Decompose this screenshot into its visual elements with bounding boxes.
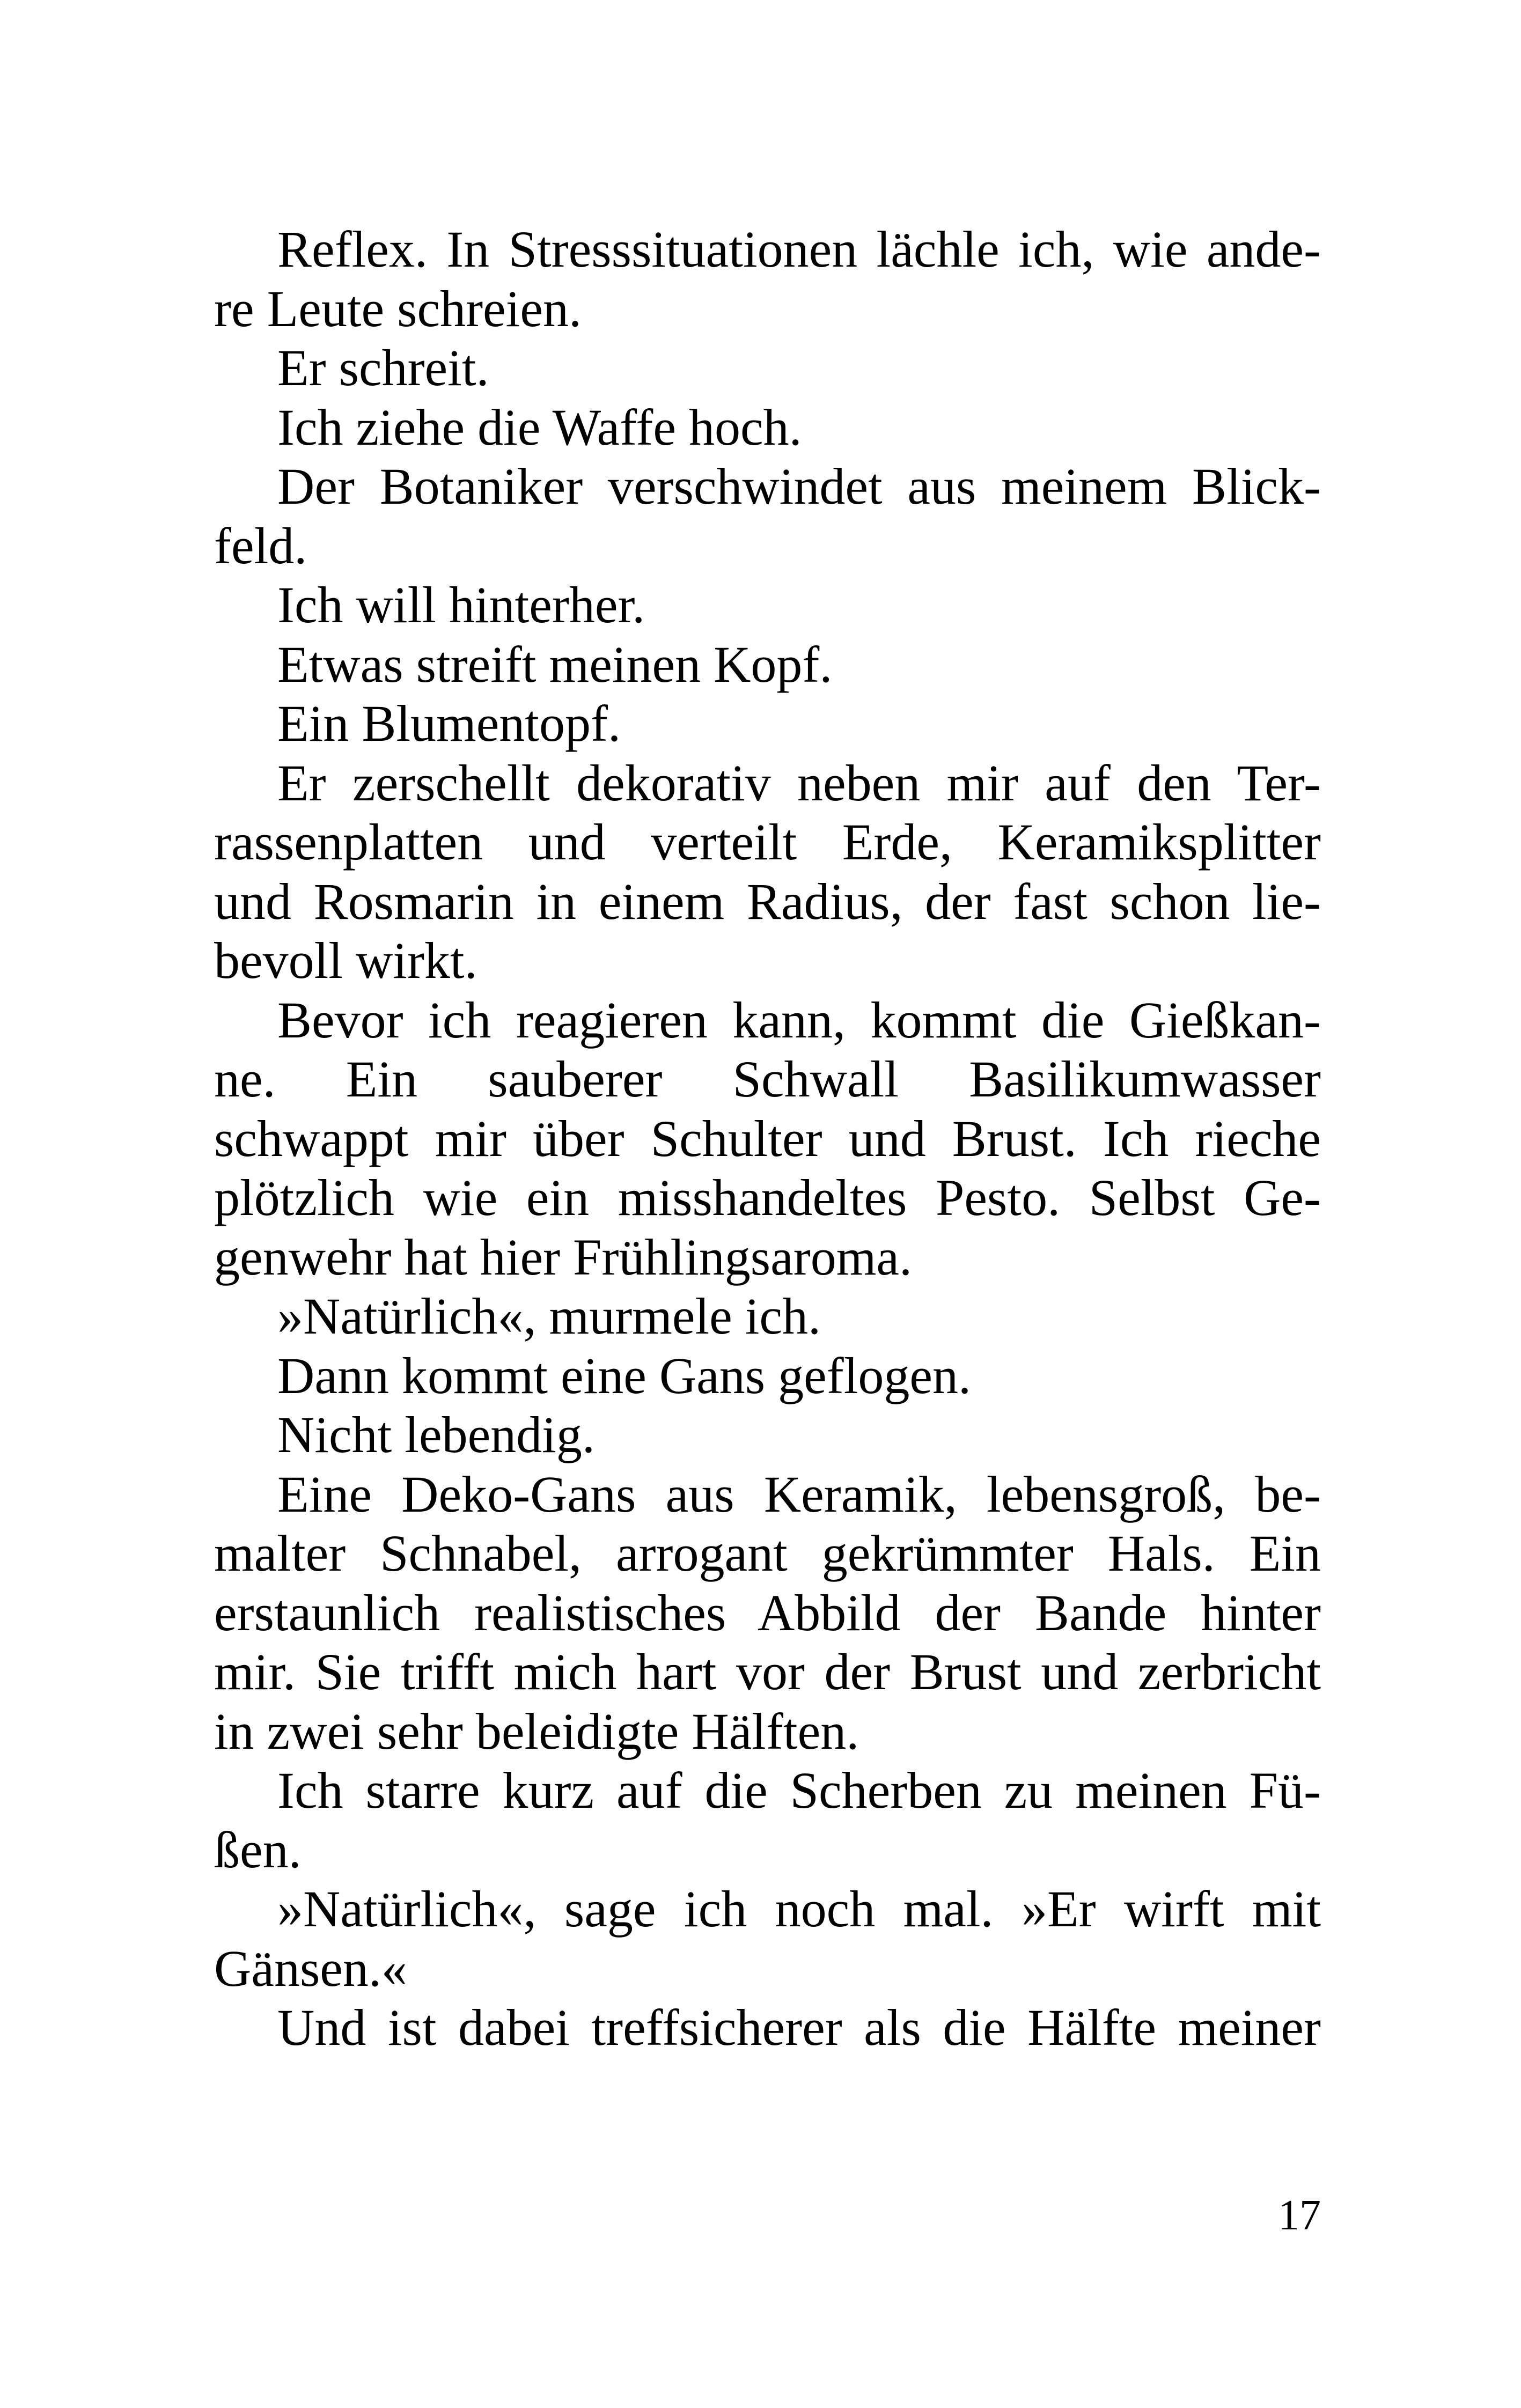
text-line: Ich ziehe die Waffe hoch. (277, 398, 802, 456)
text-line: Ich will hinterher. (277, 576, 645, 634)
text-line: Gänsen.« (214, 1939, 407, 1997)
text-line: »Natürlich«, sage ich noch mal. »Er wirft mit (277, 1880, 1321, 1938)
text-line: Der Botaniker verschwindet aus meinem Blick- (277, 458, 1321, 515)
text-line: erstaunlich realistisches Abbild der Bande hinter (214, 1584, 1321, 1641)
text-line: Etwas streift meinen Kopf. (277, 635, 833, 693)
text-line: Nicht lebendig. (277, 1406, 595, 1463)
text-line: Dann kommt eine Gans geflogen. (277, 1346, 971, 1404)
text-line: genwehr hat hier Frühlingsaroma. (214, 1228, 912, 1286)
text-line: bevoll wirkt. (214, 932, 477, 989)
text-line: mir. Sie trifft mich hart vor der Brust und zerbricht (214, 1643, 1321, 1700)
text-line: in zwei sehr beleidigte Hälften. (214, 1702, 859, 1760)
text-line: Und ist dabei treffsicherer als die Hälfte meiner (277, 1999, 1321, 2056)
text-line: re Leute schreien. (214, 279, 582, 337)
text-line: Er schreit. (277, 339, 489, 396)
text-line: rassenplatten und verteilt Erde, Keramiksplitter (214, 813, 1321, 871)
text-line: schwappt mir über Schulter und Brust. Ich rieche (214, 1109, 1321, 1167)
text-line: ßen. (214, 1821, 302, 1879)
text-line: feld. (214, 517, 307, 575)
text-line: malter Schnabel, arrogant gekrümmter Hals. Ein (214, 1525, 1321, 1582)
text-line: plötzlich wie ein misshandeltes Pesto. Selbst Ge- (214, 1169, 1321, 1226)
text-line: und Rosmarin in einem Radius, der fast schon lie- (214, 872, 1321, 930)
body-text (214, 220, 1321, 2058)
text-line: Ein Blumentopf. (277, 695, 621, 752)
text-line: Bevor ich reagieren kann, kommt die Gießkan- (277, 991, 1321, 1049)
text-line: »Natürlich«, murmele ich. (277, 1287, 821, 1345)
text-line: ne. Ein sauberer Schwall Basilikumwasser (214, 1050, 1321, 1108)
text-line: Eine Deko-Gans aus Keramik, lebensgroß, be- (277, 1465, 1321, 1523)
text-line: Reflex. In Stresssituationen lächle ich, wie ande- (277, 220, 1321, 278)
text-line: Er zerschellt dekorativ neben mir auf den Ter- (277, 754, 1321, 812)
page-number: 17 (1278, 2192, 1321, 2239)
text-line: Ich starre kurz auf die Scherben zu meinen Fü- (277, 1762, 1321, 1819)
